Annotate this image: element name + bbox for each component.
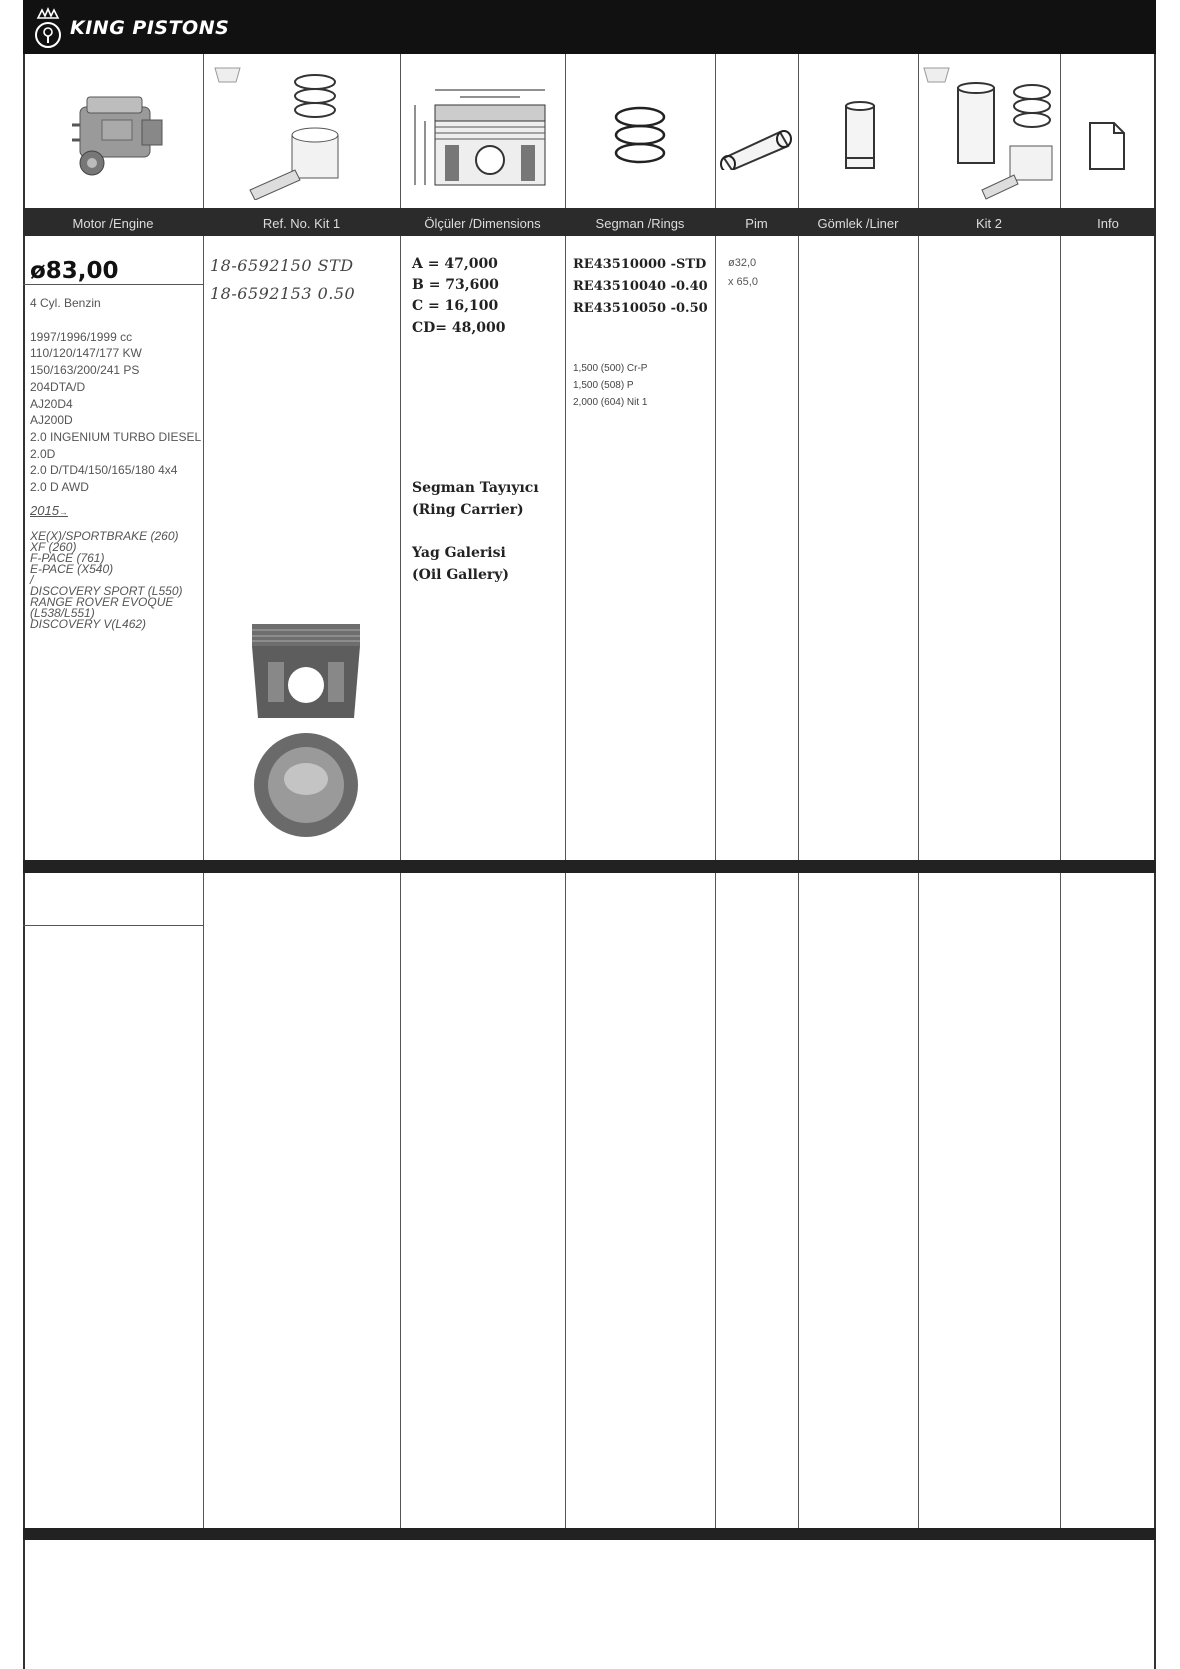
feature-label: (Ring Carrier) xyxy=(412,502,524,518)
empty-bore-underline xyxy=(23,925,203,926)
ring-ref: RE43510000 -STD xyxy=(573,257,707,272)
ring-size: 1,500 (508) P xyxy=(573,380,634,391)
engine-spec: 1997/1996/1999 cc xyxy=(30,330,133,344)
engine-spec: AJ20D4 xyxy=(30,397,73,411)
ring-ref: RE43510050 -0.50 xyxy=(573,301,708,316)
feature-label: Segman Tayıyıcı xyxy=(412,480,539,496)
dimension-b: B = 73,600 xyxy=(412,277,499,293)
piston-pin-icon xyxy=(712,120,797,170)
col-header-liner: Gömlek /Liner xyxy=(817,216,899,231)
engine-spec: 150/163/200/241 PS xyxy=(30,363,140,377)
col-divider xyxy=(203,54,204,1533)
bore-underline xyxy=(23,284,203,285)
col-header-kit2: Kit 2 xyxy=(975,216,1002,231)
year-suffix: → xyxy=(58,507,68,517)
dimension-c: C = 16,100 xyxy=(412,298,499,314)
brand-logo xyxy=(32,6,229,50)
document-icon xyxy=(1087,120,1127,172)
pin-length: x 65,0 xyxy=(728,276,758,288)
engine-spec: 2.0 D/TD4/150/165/180 4x4 xyxy=(30,463,178,477)
ref-number: 18-6592150 STD xyxy=(210,256,354,275)
col-divider xyxy=(565,54,566,1533)
cylinder-info: 4 Cyl. Benzin xyxy=(30,296,101,310)
bore-diameter: ø83,00 xyxy=(30,258,119,284)
vehicle-application: F-PACE (761) xyxy=(30,551,105,565)
piston-side-photo xyxy=(250,622,362,722)
crown-piston-icon xyxy=(32,7,64,49)
feature-label: Yag Galerisi xyxy=(412,545,506,561)
engine-spec: 204DTA/D xyxy=(30,380,86,394)
engine-spec: 2.0 D AWD xyxy=(30,480,89,494)
col-divider xyxy=(1060,54,1061,1533)
piston-top-photo xyxy=(250,732,362,838)
col-header-refno: Ref. No. Kit 1 xyxy=(262,216,341,231)
vehicle-application: XE(X)/SPORTBRAKE (260) xyxy=(30,529,179,543)
feature-label: (Oil Gallery) xyxy=(412,567,510,583)
year-value: 2015 xyxy=(30,503,59,518)
piston-dimension-diagram-icon xyxy=(405,75,565,195)
vehicle-application: RANGE ROVER EVOQUE xyxy=(30,595,174,609)
col-divider xyxy=(400,54,401,1533)
dimension-a: A = 47,000 xyxy=(412,256,498,272)
vehicle-application: XF (260) xyxy=(30,540,77,554)
col-header-dimensions: Ölçüler /Dimensions xyxy=(424,216,541,231)
cylinder-liner-icon xyxy=(840,100,880,175)
ring-size: 2,000 (604) Nit 1 xyxy=(573,397,648,408)
vehicle-application: (L538/L551) xyxy=(30,606,95,620)
vehicle-application: DISCOVERY SPORT (L550) xyxy=(30,584,183,598)
vehicle-application: E-PACE (X540) xyxy=(30,562,114,576)
row-separator xyxy=(23,860,1156,873)
ref-number: 18-6592153 0.50 xyxy=(210,284,356,303)
engine-spec: 2.0D xyxy=(30,447,56,461)
ring-ref: RE43510040 -0.40 xyxy=(573,279,708,294)
engine-spec: AJ200D xyxy=(30,413,73,427)
engine-spec: 2.0 INGENIUM TURBO DIESEL xyxy=(30,430,202,444)
piston-rings-icon xyxy=(610,105,670,170)
full-kit-icon xyxy=(922,60,1057,200)
vehicle-application: / xyxy=(30,573,34,587)
piston-kit-icon xyxy=(210,60,360,200)
col-header-pin: Pim xyxy=(745,216,768,231)
col-header-motor: Motor /Engine xyxy=(72,216,154,231)
dimension-cd: CD= 48,000 xyxy=(412,320,506,336)
col-divider xyxy=(798,54,799,1533)
row-separator xyxy=(23,1528,1156,1540)
engine-icon xyxy=(62,85,172,185)
brand-name: KING PISTONS xyxy=(70,17,230,39)
col-header-rings: Segman /Rings xyxy=(595,216,685,231)
ring-size: 1,500 (500) Cr-P xyxy=(573,363,648,374)
col-divider xyxy=(918,54,919,1533)
pin-diameter: ø32,0 xyxy=(728,257,757,269)
col-header-info: Info xyxy=(1097,216,1119,231)
engine-spec: 110/120/147/177 KW xyxy=(30,346,142,360)
vehicle-application: DISCOVERY V(L462) xyxy=(30,617,147,631)
year-from xyxy=(30,503,68,518)
col-divider xyxy=(715,54,716,1533)
catalog-sheet xyxy=(23,0,1156,1669)
